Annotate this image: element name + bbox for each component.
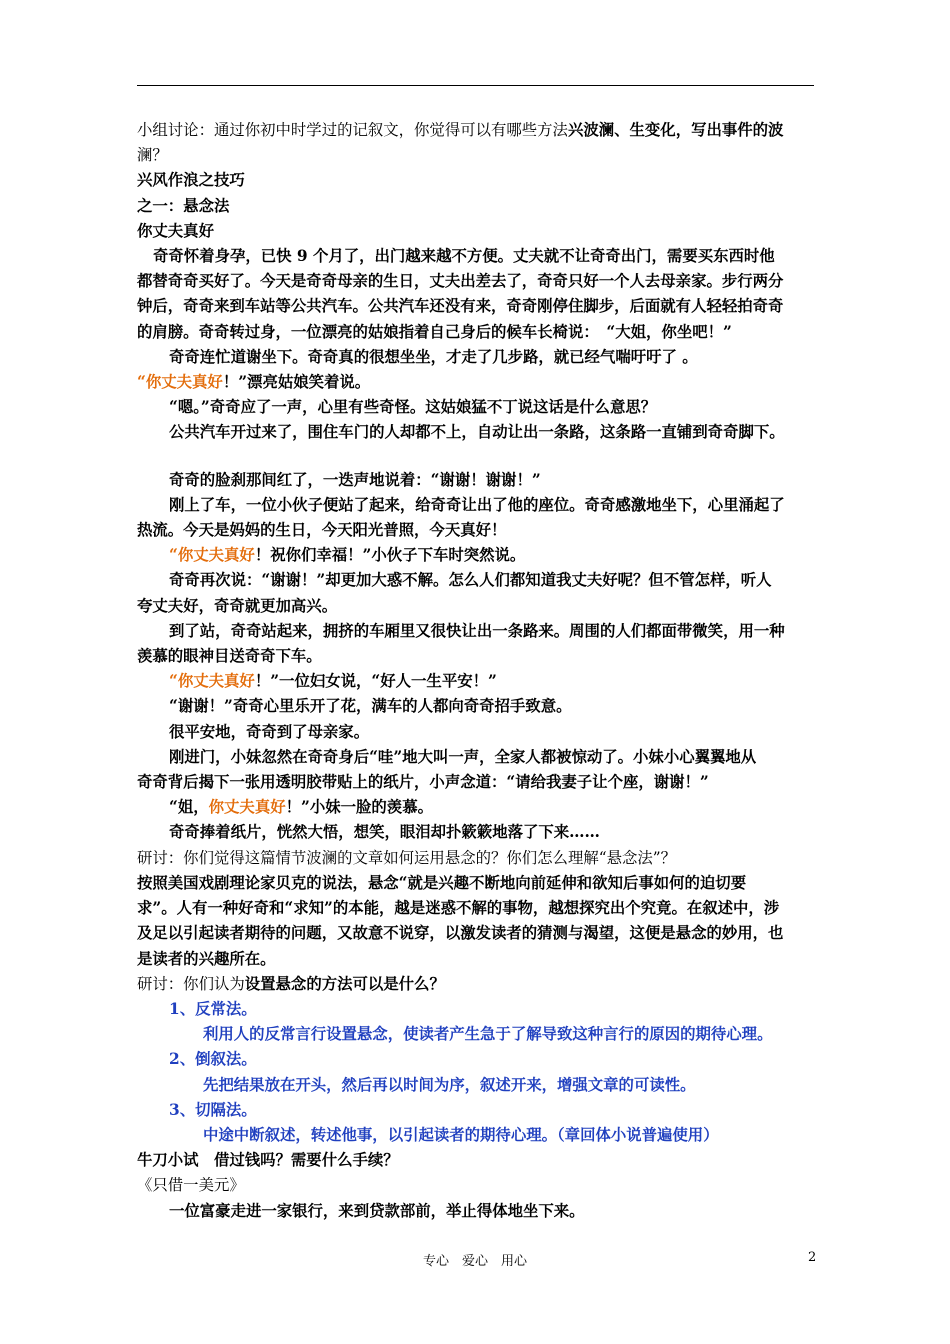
story-text: ！”漂亮姑娘笑着说。: [222, 373, 371, 392]
story-paragraph-line: 奇奇背后揭下一张用透明胶带贴上的纸片，小声念道：“请给我妻子让个座，谢谢！”: [137, 773, 709, 792]
story-paragraph: [137, 795, 817, 820]
story-paragraph: 很平安地，奇奇到了母亲家。: [169, 722, 370, 741]
story-text: ！”小妹一脸的羡慕。: [285, 798, 433, 817]
answer-line: 是读者的兴趣所在。: [137, 949, 276, 968]
story-paragraph: [137, 669, 817, 694]
story-paragraph: 奇奇怀着身孕，已快 9 个月了，出门越来越不方便。丈夫就不让奇奇出门，需要买东西时他: [153, 247, 775, 266]
story-paragraph: 奇奇再次说：“谢谢！”却更加大惑不解。怎么人们都知道我丈夫好呢？但不管怎样，听人: [169, 571, 772, 590]
story-paragraph: 奇奇捧着纸片，恍然大悟，想笑，眼泪却扑簌簌地落了下来……: [169, 823, 600, 842]
highlight-phrase: “你丈夫真好: [169, 546, 255, 565]
highlight-phrase: “你丈夫真好: [169, 672, 255, 691]
answer-line: 按照美国戏剧理论家贝克的说法，悬念“就是兴趣不断地向前延伸和欲知后事如何的迫切要: [137, 873, 747, 892]
story-paragraph: “谢谢！”奇奇心里乐开了花，满车的人都向奇奇招手致意。: [169, 697, 572, 716]
story-paragraph: 奇奇连忙道谢坐下。奇奇真的很想坐坐，才走了几步路，就已经气喘吁吁了 。: [169, 347, 698, 366]
story-paragraph-line: 都替奇奇买好了。今天是奇奇母亲的生日，丈夫出差去了，奇奇只好一个人去母亲家。步行两分: [137, 272, 784, 291]
story-paragraph: “嗯。”奇奇应了一声，心里有些奇怪。这姑娘猛不丁说这话是什么意思？: [169, 398, 657, 417]
story-paragraph: [137, 370, 817, 395]
discussion-prompt: [137, 118, 817, 143]
story-paragraph: 奇奇的脸刹那间红了，一迭声地说着：“谢谢！谢谢！”: [169, 470, 541, 489]
page-footer: [0, 1250, 950, 1270]
section-heading: 兴风作浪之技巧: [137, 171, 245, 190]
answer-line: 求”。人有一种好奇和“求知”的本能，越是迷惑不解的事物，越想探究出个究竟。在叙述中，涉: [137, 899, 780, 918]
story-paragraph: 刚上了车，一位小伙子便站了起来，给奇奇让出了他的座位。奇奇感激地坐下，心里涌起了: [169, 495, 785, 514]
method-description: 先把结果放在开头，然后再以时间为序，叙述开来，增强文章的可读性。: [203, 1075, 696, 1094]
discussion-question: [137, 972, 817, 997]
story-text: “姐，: [169, 798, 209, 817]
story-text: ！”一位妇女说，“好人一生平安！”: [254, 672, 497, 691]
discussion-question: 研讨：你们觉得这篇情节波澜的文章如何运用悬念的？你们怎么理解“悬念法”？: [137, 848, 677, 867]
question-text: 研讨：你们认为: [137, 974, 245, 993]
highlight-phrase: “你丈夫真好: [137, 373, 223, 392]
exercise-title: 《只借一美元》: [137, 1176, 245, 1195]
method-description: 中途中断叙述，转述他事，以引起读者的期待心理。（章回体小说普遍使用）: [203, 1125, 719, 1144]
method-title: 2、倒叙法。: [169, 1050, 257, 1069]
story-paragraph: 刚进门，小妹忽然在奇奇身后“哇”地大叫一声，全家人都被惊动了。小妹小心翼翼地从: [169, 747, 757, 766]
question-emphasis: 设置悬念的方法可以是什么？: [244, 974, 445, 993]
story-paragraph-line: 羡慕的眼神目送奇奇下车。: [137, 647, 322, 666]
story-paragraph-line: 的肩膀。奇奇转过身，一位漂亮的姑娘指着自己身后的候车长椅说： “大姐，你坐吧！”: [137, 322, 732, 341]
story-paragraph-line: 钟后，奇奇来到车站等公共汽车。公共汽车还没有来，奇奇刚停住脚步，后面就有人轻轻拍奇奇: [137, 297, 784, 316]
story-paragraph: 到了站，奇奇站起来，拥挤的车厢里又很快让出一条路来。周围的人们都面带微笑，用一种: [169, 621, 785, 640]
story-title: 你丈夫真好: [137, 221, 214, 240]
discussion-text: 小组讨论：通过你初中时学过的记叙文，你觉得可以有哪些方法: [137, 121, 568, 139]
exercise-paragraph: 一位富豪走进一家银行，来到贷款部前，举止得体地坐下来。: [169, 1201, 585, 1220]
blank-line: [137, 446, 817, 468]
header-rule: [137, 85, 814, 86]
method-description: 利用人的反常言行设置悬念，使读者产生急于了解导致这种言行的原因的期待心理。: [203, 1025, 773, 1044]
document-body: [137, 118, 817, 1224]
method-title: 3、切隔法。: [169, 1100, 257, 1119]
subsection-heading: 之一：悬念法: [137, 196, 230, 215]
discussion-prompt-cont: 澜？: [137, 146, 168, 165]
story-text: ！祝你们幸福！”小伙子下车时突然说。: [254, 546, 526, 565]
footer-motto: 专心 爱心 用心: [422, 1254, 527, 1269]
answer-line: 及足以引起读者期待的问题，又故意不说穿，以激发读者的猜测与渴望，这便是悬念的妙用，也: [137, 924, 784, 943]
story-paragraph-line: 热流。今天是妈妈的生日，今天阳光普照，今天真好！: [137, 521, 507, 540]
exercise-heading: 牛刀小试 借过钱吗？需要什么手续？: [137, 1151, 399, 1170]
discussion-text-end: ，写出事件的波: [675, 121, 784, 139]
story-paragraph: [137, 543, 817, 568]
page-number: 2: [808, 1250, 817, 1265]
story-paragraph: 公共汽车开过来了，围住车门的人却都不上，自动让出一条路，这条路一直铺到奇奇脚下。: [169, 423, 785, 442]
story-paragraph-line: 夸丈夫好，奇奇就更加高兴。: [137, 596, 338, 615]
method-title: 1、反常法。: [169, 999, 257, 1018]
highlight-phrase: 你丈夫真好: [208, 798, 286, 817]
discussion-emphasis: 兴波澜、生变化: [567, 121, 676, 139]
